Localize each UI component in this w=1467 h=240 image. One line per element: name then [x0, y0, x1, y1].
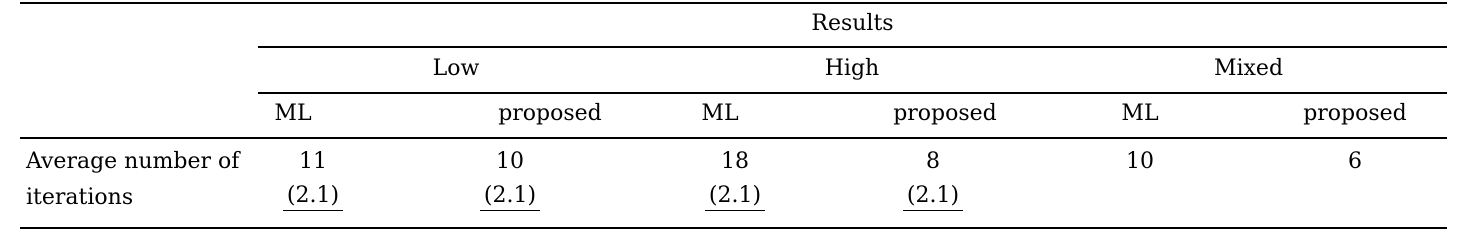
cell-value: 10 — [1126, 149, 1154, 174]
header-bottom-rule — [20, 137, 1447, 139]
table-cell — [1310, 150, 1400, 174]
cell-subvalue: (2.1) — [283, 183, 343, 211]
subcol-header: proposed — [1303, 101, 1407, 126]
subcol-header: ML — [701, 101, 739, 126]
cell-value: 8 — [926, 149, 940, 174]
row-label-line1: Average number of — [26, 149, 240, 174]
group-header-high: High — [824, 56, 880, 81]
table-title: Results — [811, 11, 894, 36]
cell-subvalue: (2.1) — [480, 183, 540, 211]
subcol-header: proposed — [498, 101, 602, 126]
cell-value: 6 — [1348, 149, 1362, 174]
table-cell — [878, 150, 988, 208]
top-rule — [20, 2, 1447, 4]
group-header-low: Low — [432, 56, 480, 81]
cell-subvalue: (2.1) — [903, 183, 963, 211]
table-cell — [258, 150, 368, 208]
row-label — [26, 150, 239, 210]
subcol-header: ML — [274, 101, 312, 126]
group-rule — [258, 46, 1447, 48]
subcol-header: proposed — [893, 101, 997, 126]
cell-value: 18 — [721, 149, 749, 174]
row-label-line2: iterations — [26, 185, 134, 210]
subcol-header: ML — [1121, 101, 1159, 126]
cell-value: 11 — [299, 149, 327, 174]
bottom-rule — [20, 227, 1447, 229]
table-cell — [1095, 150, 1185, 174]
group-header-mixed: Mixed — [1213, 56, 1284, 81]
table-cell — [455, 150, 565, 208]
cell-subvalue: (2.1) — [705, 183, 765, 211]
cell-value: 10 — [496, 149, 524, 174]
table-cell — [680, 150, 790, 208]
subheader-rule — [258, 92, 1447, 94]
